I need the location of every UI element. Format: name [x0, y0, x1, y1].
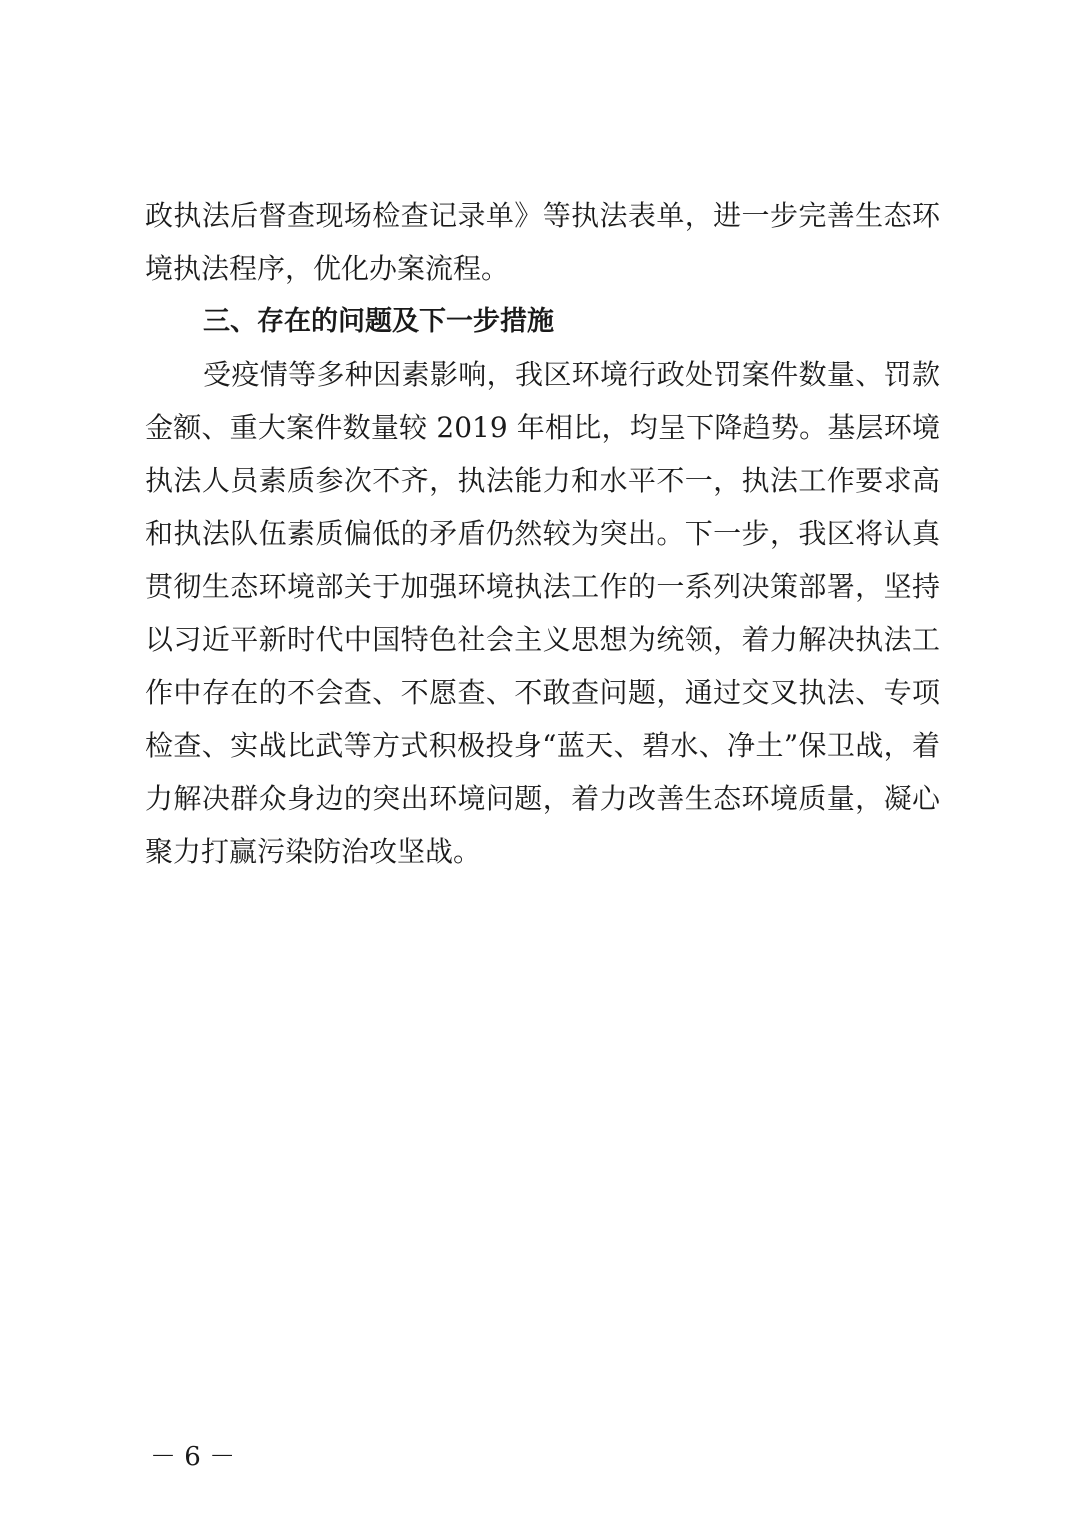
- section-heading: 三、存在的问题及下一步措施: [203, 306, 554, 337]
- text-line: 金额、重大案件数量较 2019 年相比，均呈下降趋势。基层环境: [145, 411, 940, 444]
- document-body: [145, 189, 940, 878]
- text-line: 受疫情等多种因素影响，我区环境行政处罚案件数量、罚款: [203, 358, 940, 391]
- text-line: 聚力打赢污染防治攻坚战。: [145, 835, 482, 868]
- text-line: 执法人员素质参次不齐，执法能力和水平不一，执法工作要求高: [145, 464, 940, 497]
- text-line: 境执法程序，优化办案流程。: [145, 252, 510, 285]
- text-line: 以习近平新时代中国特色社会主义思想为统领，着力解决执法工: [145, 623, 940, 656]
- text-line: 作中存在的不会查、不愿查、不敢查问题，通过交叉执法、专项: [145, 676, 940, 709]
- text-line: 贯彻生态环境部关于加强环境执法工作的一系列决策部署，坚持: [145, 570, 940, 603]
- paragraph-continued: [145, 189, 940, 295]
- page-number: － 6 －: [150, 1442, 236, 1472]
- text-line: 检查、实战比武等方式积极投身“蓝天、碧水、净土”保卫战，着: [145, 729, 940, 762]
- text-line: 力解决群众身边的突出环境问题，着力改善生态环境质量，凝心: [145, 782, 940, 815]
- paragraph-issues-and-next-steps: [145, 348, 940, 878]
- text-line: 和执法队伍素质偏低的矛盾仍然较为突出。下一步，我区将认真: [145, 517, 940, 550]
- text-line: 政执法后督查现场检查记录单》等执法表单，进一步完善生态环: [145, 199, 940, 232]
